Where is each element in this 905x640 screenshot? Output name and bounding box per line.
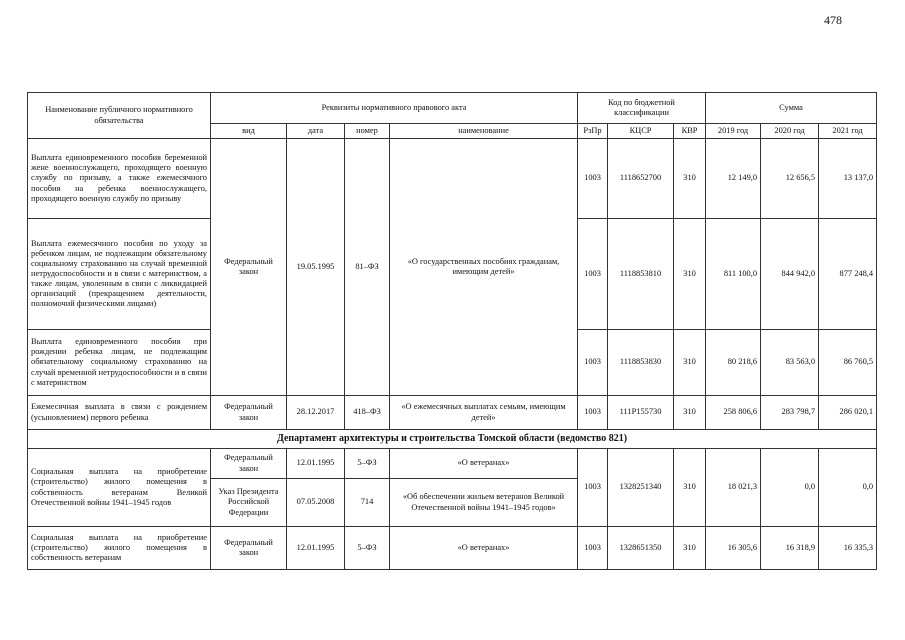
act-date: 12.01.1995 [287,449,345,479]
act-name: «О ветеранах» [390,527,578,570]
kcsr: 111P155730 [608,396,674,430]
header-type: вид [211,124,287,139]
kvr: 310 [674,139,706,219]
act-name: «О государственных пособиях гражданам, имеющим детей» [390,139,578,396]
sum-2019: 258 806,6 [706,396,761,430]
sum-2020: 0,0 [761,449,819,527]
sum-2020: 844 942,0 [761,219,819,330]
kcsr: 1118652700 [608,139,674,219]
header-2021: 2021 год [819,124,877,139]
obligation-name: Социальная выплата на приобретение (строительство) жилого помещения в собственность ветеранам [28,527,211,570]
kvr: 310 [674,396,706,430]
obligations-table [27,92,877,570]
sum-2021: 86 760,5 [819,330,877,396]
rzpr: 1003 [578,219,608,330]
obligation-name: Выплата единовременного пособия при рождении ребенка лицам, не подлежащим обязательному социальному страхованию на случай временной нетрудоспособности и в связи с материнством [28,330,211,396]
act-name: «О ветеранах» [390,449,578,479]
header-act-requisites: Реквизиты нормативного правового акта [211,93,578,124]
act-number: 81–ФЗ [345,139,390,396]
act-number: 714 [345,479,390,527]
act-type: Федеральный закон [211,527,287,570]
sum-2020: 16 318,9 [761,527,819,570]
sum-2020: 283 798,7 [761,396,819,430]
department-row [28,430,877,449]
act-date: 19.05.1995 [287,139,345,396]
rzpr: 1003 [578,527,608,570]
rzpr: 1003 [578,139,608,219]
table-row [28,449,877,479]
kcsr: 1118853830 [608,330,674,396]
header-sum: Сумма [706,93,877,124]
header-rzpr: РзПр [578,124,608,139]
sum-2019: 18 021,3 [706,449,761,527]
act-type: Федеральный закон [211,449,287,479]
act-type: Федеральный закон [211,396,287,430]
act-date: 07.05.2008 [287,479,345,527]
sum-2021: 877 248,4 [819,219,877,330]
header-kcsr: КЦСР [608,124,674,139]
sum-2019: 12 149,0 [706,139,761,219]
header-2019: 2019 год [706,124,761,139]
rzpr: 1003 [578,449,608,527]
act-number: 418–ФЗ [345,396,390,430]
table-row [28,527,877,570]
kcsr: 1118853810 [608,219,674,330]
obligation-name: Ежемесячная выплата в связи с рождением (усыновлением) первого ребенка [28,396,211,430]
sum-2021: 13 137,0 [819,139,877,219]
obligation-name: Социальная выплата на приобретение (строительство) жилого помещения в собственность ветеранам Великой Отечественной войны 1941–1945 годов [28,449,211,527]
rzpr: 1003 [578,330,608,396]
header-row-1 [28,93,877,124]
obligation-name: Выплата ежемесячного пособия по уходу за ребенком лицам, не подлежащим обязательному социальному страхованию на случай временной нетрудоспособности и в связи с материнством, а также лицам, уволенным в связи с ликвидацией организаций (прекращением деятельности, полномочий физическими лицами) [28,219,211,330]
sum-2021: 286 020,1 [819,396,877,430]
header-budget-code: Код по бюджетной классификации [578,93,706,124]
sum-2021: 16 335,3 [819,527,877,570]
act-type: Федеральный закон [211,139,287,396]
header-kvr: КВР [674,124,706,139]
header-2020: 2020 год [761,124,819,139]
kvr: 310 [674,449,706,527]
kvr: 310 [674,527,706,570]
table-row [28,396,877,430]
header-name: наименование [390,124,578,139]
obligation-name: Выплата единовременного пособия беременной жене военнослужащего, проходящего военную службу по призыву, а также ежемесячного пособия на ребенка военнослужащего, проходящего военную службу по призыву [28,139,211,219]
kvr: 310 [674,219,706,330]
header-date: дата [287,124,345,139]
act-name: «Об обеспечении жильем ветеранов Великой Отечественной войны 1941–1945 годов» [390,479,578,527]
act-name: «О ежемесячных выплатах семьям, имеющим детей» [390,396,578,430]
header-obligation-name: Наименование публичного нормативного обязательства [28,93,211,139]
sum-2019: 16 305,6 [706,527,761,570]
act-number: 5–ФЗ [345,449,390,479]
sum-2021: 0,0 [819,449,877,527]
rzpr: 1003 [578,396,608,430]
header-number: номер [345,124,390,139]
sum-2020: 12 656,5 [761,139,819,219]
sum-2020: 83 563,0 [761,330,819,396]
act-type: Указ Президента Российской Федерации [211,479,287,527]
department-title: Департамент архитектуры и строительства Томской области (ведомство 821) [28,430,877,449]
sum-2019: 80 218,6 [706,330,761,396]
act-number: 5–ФЗ [345,527,390,570]
kvr: 310 [674,330,706,396]
table-row [28,139,877,219]
act-date: 28.12.2017 [287,396,345,430]
kcsr: 1328651350 [608,527,674,570]
sum-2019: 811 100,0 [706,219,761,330]
page-number: 478 [824,13,842,27]
act-date: 12.01.1995 [287,527,345,570]
kcsr: 1328251340 [608,449,674,527]
